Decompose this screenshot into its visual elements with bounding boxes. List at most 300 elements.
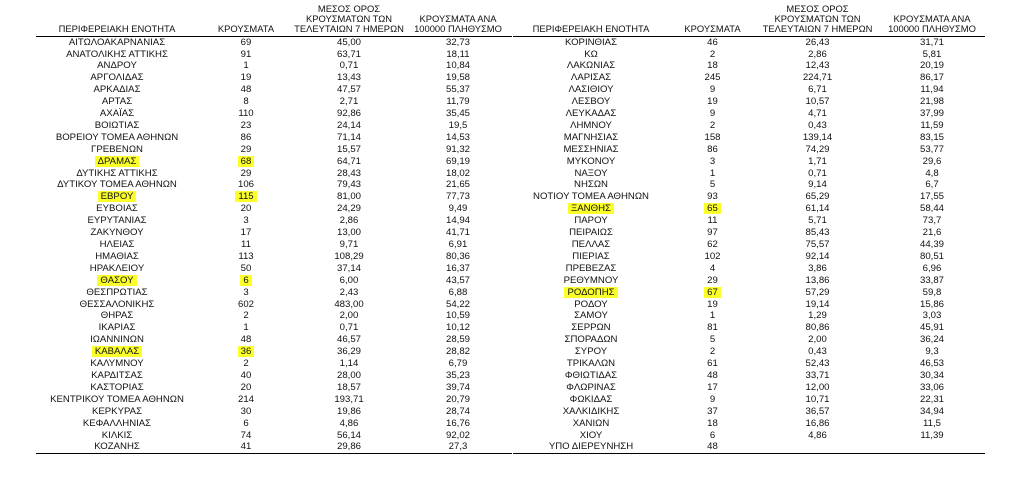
region-cell — [513, 322, 669, 334]
per-100k-cell-text: 44,39 — [919, 239, 944, 251]
per-100k-cell-text: 14,94 — [445, 215, 470, 227]
region-cell — [36, 156, 198, 168]
table-row — [513, 215, 985, 227]
table-row — [513, 96, 985, 108]
avg-7d-cell-text: 12,43 — [805, 60, 830, 72]
cases-cell — [198, 441, 294, 453]
table-row — [513, 251, 985, 263]
per-100k-cell — [404, 430, 512, 442]
table-row — [513, 168, 985, 180]
avg-7d-cell-text: 6,71 — [808, 84, 827, 96]
region-cell-text: ΛΕΣΒΟΥ — [571, 96, 611, 108]
avg-7d-cell — [756, 406, 879, 418]
region-cell — [36, 144, 198, 156]
avg-7d-cell-text: 9,14 — [808, 179, 827, 191]
cases-cell — [669, 287, 756, 299]
region-cell-text: ΤΡΙΚΑΛΩΝ — [566, 358, 616, 370]
table-row — [513, 441, 985, 453]
cases-cell-text: 8 — [243, 96, 249, 108]
avg-7d-cell — [756, 108, 879, 120]
cases-cell — [198, 370, 294, 382]
avg-7d-cell — [294, 179, 404, 191]
per-100k-cell — [879, 36, 985, 48]
per-100k-cell — [404, 156, 512, 168]
avg-7d-cell-text: 19,86 — [336, 405, 361, 417]
region-cell-text: ΚΑΒΑΛΑΣ — [92, 346, 142, 357]
per-100k-cell — [404, 382, 512, 394]
region-cell-text: ΚΑΛΥΜΝΟΥ — [90, 358, 144, 370]
cases-cell — [198, 358, 294, 370]
avg-7d-cell-text: 1,14 — [339, 358, 359, 370]
avg-7d-cell-text: 26,43 — [805, 36, 830, 48]
region-cell — [36, 334, 198, 346]
region-cell-text: ΑΝΔΡΟΥ — [97, 60, 137, 72]
cases-cell — [198, 168, 294, 180]
cases-cell-text: 2 — [243, 358, 249, 370]
avg-7d-cell — [756, 251, 879, 263]
avg-7d-cell-text: 74,29 — [805, 143, 830, 155]
per-100k-cell-text: 32,73 — [445, 36, 470, 48]
header-per-100k: ΚΡΟΥΣΜΑΤΑ ΑΝΑ 100000 ΠΛΗΘΥΣΜΟ — [404, 4, 512, 36]
table-row — [513, 263, 985, 275]
region-cell-text: ΒΟΡΕΙΟΥ ΤΟΜΕΑ ΑΘΗΝΩΝ — [55, 131, 179, 143]
table-row — [36, 191, 512, 203]
per-100k-cell-text: 15,86 — [919, 298, 944, 310]
cases-cell — [198, 406, 294, 418]
per-100k-cell — [879, 72, 985, 84]
avg-7d-cell-text: 29,86 — [336, 441, 361, 453]
avg-7d-cell — [294, 96, 404, 108]
avg-7d-cell — [756, 60, 879, 72]
cases-cell-text: 6 — [709, 429, 716, 441]
header-avg-7d: ΜΕΣΟΣ ΟΡΟΣ ΚΡΟΥΣΜΑΤΩΝ ΤΩΝ ΤΕΛΕΥΤΑΙΩΝ 7 ΗΜΕΡΩΝ — [294, 3, 404, 35]
region-cell — [36, 96, 198, 108]
cases-cell — [198, 156, 294, 168]
avg-7d-cell-text: 57,29 — [805, 286, 830, 298]
avg-7d-cell-text: 28,00 — [336, 369, 361, 381]
region-cell — [36, 382, 198, 394]
region-cell — [36, 418, 198, 430]
table-row — [36, 144, 512, 156]
per-100k-cell-text: 28,74 — [445, 405, 470, 417]
avg-7d-cell — [294, 49, 404, 61]
cases-cell-text: 36 — [238, 346, 255, 357]
avg-7d-cell — [756, 263, 879, 275]
region-cell — [513, 84, 669, 96]
region-cell — [513, 346, 669, 358]
per-100k-cell — [404, 215, 512, 227]
region-cell-text: ΚΑΣΤΟΡΙΑΣ — [90, 381, 144, 393]
table-row — [513, 227, 985, 239]
avg-7d-cell — [294, 406, 404, 418]
cases-cell — [198, 394, 294, 406]
cases-cell-text: 37 — [707, 405, 718, 417]
per-100k-cell-text: 4,8 — [925, 167, 939, 179]
cases-cell — [669, 239, 756, 251]
avg-7d-cell — [294, 299, 404, 311]
avg-7d-cell — [294, 430, 404, 442]
header-cases: ΚΡΟΥΣΜΑΤΑ — [669, 4, 756, 36]
region-cell — [36, 72, 198, 84]
region-cell — [513, 239, 669, 251]
per-100k-cell — [879, 394, 985, 406]
cases-cell — [198, 382, 294, 394]
cases-cell — [198, 287, 294, 299]
cases-cell-text: 29 — [707, 274, 718, 286]
region-cell-text: ΑΙΤΩΛΟΑΚΑΡΝΑΝΙΑΣ — [68, 36, 166, 48]
region-cell — [36, 84, 198, 96]
avg-7d-cell — [756, 72, 879, 84]
avg-7d-cell-text: 24,29 — [336, 203, 361, 215]
header-per-100k: ΚΡΟΥΣΜΑΤΑ ΑΝΑ 100000 ΠΛΗΘΥΣΜΟ — [879, 4, 985, 36]
region-cell-text: ΘΕΣΣΑΛΟΝΙΚΗΣ — [79, 298, 155, 310]
table-row — [513, 322, 985, 334]
table-row — [36, 299, 512, 311]
per-100k-cell-text: 27,3 — [448, 441, 468, 453]
region-cell-text: ΑΡΚΑΔΙΑΣ — [93, 84, 141, 96]
per-100k-cell-text: 6,79 — [448, 358, 468, 370]
avg-7d-cell — [756, 168, 879, 180]
table-row — [513, 49, 985, 61]
region-cell-text: ΕΥΡΥΤΑΝΙΑΣ — [87, 215, 147, 227]
region-cell — [513, 370, 669, 382]
cases-cell-text: 20 — [240, 203, 252, 215]
per-100k-cell-text: 9,49 — [448, 203, 468, 215]
region-cell — [36, 251, 198, 263]
per-100k-cell — [404, 263, 512, 275]
avg-7d-cell-text: 19,14 — [805, 298, 830, 310]
region-cell — [513, 144, 669, 156]
per-100k-cell — [404, 132, 512, 144]
region-cell-text: ΗΜΑΘΙΑΣ — [95, 250, 139, 262]
region-cell-text: ΥΠΟ ΔΙΕΡΕΥΝΗΣΗ — [548, 441, 634, 453]
per-100k-cell — [879, 358, 985, 370]
cases-cell — [669, 382, 756, 394]
region-cell — [513, 406, 669, 418]
per-100k-cell — [879, 60, 985, 72]
avg-7d-cell — [756, 120, 879, 132]
avg-7d-cell-text: 0,71 — [339, 60, 359, 72]
per-100k-cell — [879, 215, 985, 227]
avg-7d-cell-text: 92,86 — [336, 108, 361, 120]
region-cell-text: ΚΟΡΙΝΘΙΑΣ — [564, 36, 618, 48]
avg-7d-cell — [294, 441, 404, 453]
per-100k-cell-text: 37,99 — [919, 108, 944, 120]
cases-cell — [198, 179, 294, 191]
per-100k-cell — [404, 96, 512, 108]
per-100k-cell — [879, 430, 985, 442]
cases-cell — [669, 49, 756, 61]
avg-7d-cell — [756, 394, 879, 406]
cases-cell-text: 113 — [238, 250, 254, 262]
region-cell — [513, 251, 669, 263]
per-100k-cell — [404, 108, 512, 120]
avg-7d-cell-text: 75,57 — [805, 239, 830, 251]
per-100k-cell-text: 11,79 — [446, 96, 470, 108]
avg-7d-cell — [756, 144, 879, 156]
per-100k-cell-text: 3,03 — [922, 310, 942, 322]
cases-cell-text: 9 — [709, 393, 716, 405]
region-cell-text: ΠΙΕΡΙΑΣ — [572, 250, 610, 262]
region-cell — [36, 108, 198, 120]
per-100k-cell — [879, 84, 985, 96]
per-100k-cell — [879, 382, 985, 394]
cases-cell-text: 68 — [238, 156, 255, 167]
avg-7d-cell-text: 0,43 — [808, 119, 827, 131]
region-cell — [513, 215, 669, 227]
avg-7d-cell-text: 65,29 — [805, 191, 830, 203]
avg-7d-cell — [294, 191, 404, 203]
avg-7d-cell — [294, 72, 404, 84]
region-cell-text: ΝΑΞΟΥ — [574, 167, 608, 179]
per-100k-cell-text: 35,45 — [445, 108, 470, 120]
avg-7d-cell — [294, 263, 404, 275]
per-100k-cell — [404, 358, 512, 370]
cases-cell-text: 4 — [709, 262, 716, 274]
table-row — [513, 36, 985, 48]
table-row — [513, 287, 985, 299]
per-100k-cell-text: 19,5 — [448, 119, 468, 131]
avg-7d-cell — [294, 287, 404, 299]
avg-7d-cell-text: 4,86 — [808, 429, 827, 441]
header-row — [513, 4, 985, 36]
avg-7d-cell — [756, 132, 879, 144]
avg-7d-cell-text: 193,71 — [334, 393, 364, 405]
avg-7d-cell — [294, 168, 404, 180]
cases-cell — [669, 36, 756, 48]
cases-cell-text: 214 — [237, 393, 254, 405]
region-cell-text: ΚΑΡΔΙΤΣΑΣ — [91, 369, 143, 381]
per-100k-cell-text: 10,59 — [445, 310, 470, 322]
per-100k-cell-text: 20,19 — [919, 60, 944, 72]
cases-cell — [198, 215, 294, 227]
avg-7d-cell — [294, 370, 404, 382]
cases-cell-text: 40 — [240, 369, 252, 381]
table-row — [513, 84, 985, 96]
per-100k-cell-text: 20,79 — [445, 393, 470, 405]
avg-7d-cell-text: 1,71 — [808, 155, 827, 167]
cases-cell — [669, 310, 756, 322]
per-100k-cell-text: 39,74 — [445, 381, 470, 393]
region-cell — [36, 227, 198, 239]
avg-7d-cell — [756, 239, 879, 251]
avg-7d-cell — [294, 108, 404, 120]
per-100k-cell-text: 31,71 — [919, 36, 944, 48]
per-100k-cell-text: 80,36 — [445, 250, 470, 262]
cases-cell-text: 97 — [707, 227, 718, 239]
region-cell-text: ΡΟΔΟΥ — [574, 298, 608, 310]
region-cell-text: ΖΑΚΥΝΘΟΥ — [90, 227, 144, 239]
region-cell — [513, 60, 669, 72]
cases-cell-text: 62 — [707, 239, 718, 251]
per-100k-cell — [879, 108, 985, 120]
region-cell-text: ΔΥΤΙΚΗΣ ΑΤΤΙΚΗΣ — [76, 167, 158, 179]
region-cell-text: ΘΑΣΟΥ — [97, 275, 136, 286]
avg-7d-cell — [294, 322, 404, 334]
header-cases: ΚΡΟΥΣΜΑΤΑ — [198, 4, 294, 36]
per-100k-cell — [879, 418, 985, 430]
region-cell — [36, 406, 198, 418]
region-cell — [36, 191, 198, 203]
region-cell-text: ΛΗΜΝΟΥ — [570, 119, 612, 131]
per-100k-cell — [404, 49, 512, 61]
avg-7d-cell — [756, 84, 879, 96]
per-100k-cell — [879, 203, 985, 215]
avg-7d-cell — [294, 239, 404, 251]
per-100k-cell — [404, 299, 512, 311]
per-100k-cell — [404, 72, 512, 84]
region-cell-text: ΛΑΡΙΣΑΣ — [570, 72, 612, 84]
cases-cell-text: 48 — [707, 369, 718, 381]
table-row — [513, 144, 985, 156]
region-cell — [36, 120, 198, 132]
avg-7d-cell — [756, 191, 879, 203]
region-cell — [36, 394, 198, 406]
table-row — [36, 108, 512, 120]
table-row — [513, 430, 985, 442]
region-cell — [36, 203, 198, 215]
table-row — [513, 132, 985, 144]
region-cell — [36, 441, 198, 453]
per-100k-cell-text: 29,6 — [922, 155, 942, 167]
table-row — [513, 394, 985, 406]
per-100k-cell — [879, 346, 985, 358]
region-cell-text: ΓΡΕΒΕΝΩΝ — [91, 143, 143, 155]
per-100k-cell — [879, 263, 985, 275]
table-row — [513, 120, 985, 132]
cases-cell-text: 74 — [240, 429, 252, 441]
per-100k-cell — [879, 132, 985, 144]
per-100k-cell — [404, 287, 512, 299]
cases-cell — [198, 275, 294, 287]
per-100k-cell-text: 92,02 — [445, 429, 470, 441]
region-cell-text: ΠΡΕΒΕΖΑΣ — [565, 262, 617, 274]
header-avg-7d: ΜΕΣΟΣ ΟΡΟΣ ΚΡΟΥΣΜΑΤΩΝ ΤΩΝ ΤΕΛΕΥΤΑΙΩΝ 7 ΗΜΕΡΩΝ — [756, 4, 879, 36]
region-cell — [36, 215, 198, 227]
per-100k-cell — [404, 227, 512, 239]
per-100k-cell — [879, 168, 985, 180]
table-row — [36, 239, 512, 251]
per-100k-cell-text: 18,02 — [445, 167, 470, 179]
cases-cell-text: 29 — [240, 167, 252, 179]
cases-cell-text: 9 — [709, 84, 716, 96]
per-100k-cell-text: 53,77 — [919, 143, 944, 155]
cases-cell-text: 41 — [240, 441, 252, 453]
cases-cell — [669, 263, 756, 275]
per-100k-cell-text: 6,7 — [925, 179, 939, 191]
per-100k-cell — [404, 322, 512, 334]
table-row — [36, 334, 512, 346]
avg-7d-cell-text: 33,71 — [805, 369, 830, 381]
per-100k-cell — [404, 346, 512, 358]
region-cell — [36, 168, 198, 180]
region-cell — [513, 96, 669, 108]
cases-table-right — [513, 4, 985, 454]
avg-7d-cell-text: 63,71 — [336, 48, 361, 60]
region-cell-text: ΦΘΙΩΤΙΔΑΣ — [564, 369, 618, 381]
cases-cell — [669, 60, 756, 72]
avg-7d-cell — [756, 179, 879, 191]
per-100k-cell-text: 10,84 — [445, 60, 470, 72]
per-100k-cell-text: 6,88 — [448, 286, 468, 298]
region-cell — [513, 358, 669, 370]
table-row — [513, 406, 985, 418]
cases-cell-text: 61 — [707, 358, 718, 370]
table-row — [36, 441, 512, 453]
region-cell-text: ΜΥΚΟΝΟΥ — [566, 155, 616, 167]
region-cell-text: ΠΕΙΡΑΙΩΣ — [569, 227, 613, 239]
per-100k-cell — [879, 406, 985, 418]
per-100k-cell-text: 36,24 — [919, 334, 944, 346]
table-row — [36, 120, 512, 132]
cases-cell — [669, 251, 756, 263]
per-100k-cell-text: 6,91 — [448, 239, 468, 251]
avg-7d-cell — [294, 84, 404, 96]
cases-cell — [669, 179, 756, 191]
per-100k-cell-text: 35,23 — [445, 369, 470, 381]
per-100k-cell-text: 16,76 — [445, 417, 470, 429]
avg-7d-cell — [756, 275, 879, 287]
avg-7d-cell-text: 47,57 — [336, 84, 361, 96]
avg-7d-cell — [756, 418, 879, 430]
region-cell-text: ΧΙΟΥ — [579, 429, 603, 441]
table-row — [36, 287, 512, 299]
per-100k-cell — [404, 441, 512, 453]
avg-7d-cell — [756, 96, 879, 108]
region-cell-text: ΕΥΒΟΙΑΣ — [96, 203, 138, 215]
per-100k-cell-text: 21,6 — [922, 227, 942, 239]
cases-cell-text: 29 — [240, 143, 252, 155]
per-100k-cell-text: 46,53 — [919, 358, 944, 370]
cases-cell-text: 3 — [709, 155, 716, 167]
region-cell — [513, 49, 669, 61]
per-100k-cell — [879, 239, 985, 251]
table-row — [36, 49, 512, 61]
region-cell-text: ΞΑΝΘΗΣ — [568, 203, 614, 214]
avg-7d-cell — [294, 358, 404, 370]
per-100k-cell — [879, 179, 985, 191]
cases-cell-text: 48 — [240, 334, 252, 346]
per-100k-cell — [879, 120, 985, 132]
per-100k-cell — [879, 299, 985, 311]
cases-cell-text: 30 — [240, 405, 252, 417]
region-cell-text: ΝΟΤΙΟΥ ΤΟΜΕΑ ΑΘΗΝΩΝ — [533, 191, 649, 203]
per-100k-cell — [879, 191, 985, 203]
per-100k-cell-text: 77,73 — [445, 191, 470, 203]
region-cell-text: ΒΟΙΩΤΙΑΣ — [94, 119, 140, 131]
cases-cell — [669, 358, 756, 370]
region-cell-text: ΑΡΓΟΛΙΔΑΣ — [90, 72, 144, 84]
table-row — [513, 60, 985, 72]
cases-cell — [669, 156, 756, 168]
avg-7d-cell — [294, 310, 404, 322]
cases-cell-text: 18 — [707, 60, 718, 72]
table-row — [36, 96, 512, 108]
cases-cell-text: 158 — [704, 131, 721, 143]
right-table-body — [513, 36, 985, 454]
cases-cell-text: 67 — [704, 287, 721, 298]
avg-7d-cell-text: 64,71 — [336, 155, 361, 167]
cases-cell — [198, 239, 294, 251]
per-100k-cell-text: 21,98 — [919, 96, 944, 108]
region-cell-text: ΗΡΑΚΛΕΙΟΥ — [89, 262, 145, 274]
region-cell — [513, 382, 669, 394]
per-100k-cell — [879, 322, 985, 334]
region-cell-text: ΗΛΕΙΑΣ — [99, 239, 135, 251]
avg-7d-cell — [756, 358, 879, 370]
per-100k-cell-text: 6,96 — [922, 262, 942, 274]
region-cell-text: ΚΕΝΤΡΙΚΟΥ ΤΟΜΕΑ ΑΘΗΝΩΝ — [50, 393, 184, 405]
